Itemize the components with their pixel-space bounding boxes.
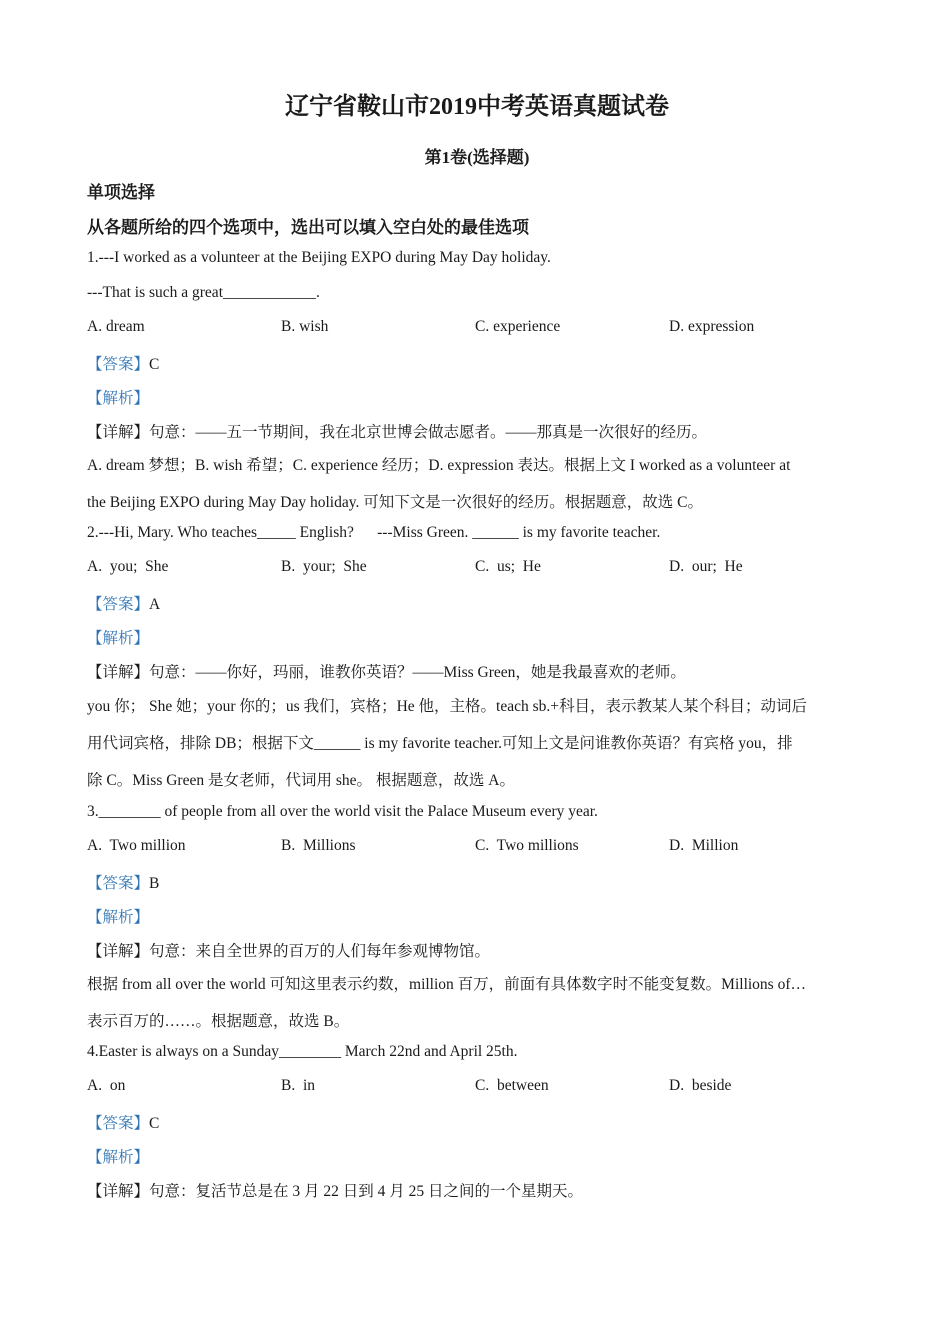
q4-detail-text: 句意：复活节总是在 3 月 22 日到 4 月 25 日之间的一个星期天。	[149, 1183, 584, 1200]
analysis-label: 【解析】	[87, 1149, 150, 1166]
q3-analysis-label	[87, 905, 149, 927]
answer-label: 【答案】	[87, 1115, 150, 1132]
detail-label: 【详解】	[87, 1183, 150, 1200]
q3-detail-text: 句意：来自全世界的百万的人们每年参观博物馆。	[149, 943, 491, 960]
q4-answer-value: C	[149, 1115, 160, 1132]
q4-analysis-label	[87, 1145, 149, 1167]
q1-options	[87, 318, 867, 340]
q4-detail	[87, 1179, 583, 1201]
q1-stem-line-2: ---That is such a great____________.	[87, 284, 320, 301]
analysis-label: 【解析】	[87, 390, 150, 407]
q3-explanation-line-2: 表示百万的……。根据题意，故选 B。	[87, 1013, 350, 1030]
q4-option-d: D. beside	[669, 1077, 732, 1094]
q1-option-c: C. experience	[475, 318, 561, 335]
q2-detail-text: 句意：——你好，玛丽，谁教你英语？——Miss Green，她是我最喜欢的老师。	[149, 664, 686, 681]
q3-answer	[87, 871, 159, 893]
detail-label: 【详解】	[87, 664, 150, 681]
q4-option-a: A. on	[87, 1077, 126, 1094]
q2-option-d: D. our; He	[669, 558, 743, 575]
q3-option-a: A. Two million	[87, 837, 186, 854]
q4-answer	[87, 1111, 159, 1133]
q2-explanation-line-1: you 你； She 她；your 你的；us 我们，宾格；He 他，主格。teach sb.+科目，表示教某人某个科目；动词后	[87, 698, 807, 715]
q1-explanation-line-1: A. dream 梦想；B. wish 希望；C. experience 经历；D. expression 表达。根据上文 I worked as a volunteer at	[87, 457, 791, 474]
section-heading: 单项选择	[87, 183, 155, 202]
q1-option-b: B. wish	[281, 318, 329, 335]
q3-option-d: D. Million	[669, 837, 739, 854]
q2-answer-value: A	[149, 596, 161, 613]
q2-explanation-line-3: 除 C。Miss Green 是女老师，代词用 she。 根据题意，故选 A。	[87, 772, 515, 789]
q3-detail	[87, 939, 490, 961]
q1-answer	[87, 352, 159, 374]
q4-option-c: C. between	[475, 1077, 549, 1094]
q4-stem-line-1: 4.Easter is always on a Sunday________ March 22nd and April 25th.	[87, 1043, 518, 1060]
q1-explanation-line-2: the Beijing EXPO during May Day holiday. 可知下文是一次很好的经历。根据题意，故选 C。	[87, 494, 703, 511]
q3-options	[87, 837, 867, 859]
q1-stem-line-1: 1.---I worked as a volunteer at the Beijing EXPO during May Day holiday.	[87, 249, 551, 266]
q1-answer-value: C	[149, 356, 160, 373]
q3-answer-value: B	[149, 875, 160, 892]
q1-option-a: A. dream	[87, 318, 145, 335]
answer-label: 【答案】	[87, 596, 150, 613]
q1-detail	[87, 420, 707, 442]
detail-label: 【详解】	[87, 424, 150, 441]
q3-stem-line-1: 3.________ of people from all over the world visit the Palace Museum every year.	[87, 803, 598, 820]
q2-explanation-line-2: 用代词宾格，排除 DB；根据下文______ is my favorite teacher.可知上文是问谁教你英语？有宾格 you，排	[87, 735, 793, 752]
q2-option-c: C. us; He	[475, 558, 541, 575]
q2-analysis-label	[87, 626, 149, 648]
page-title: 辽宁省鞍山市2019中考英语真题试卷	[285, 94, 669, 120]
q4-options	[87, 1077, 867, 1099]
analysis-label: 【解析】	[87, 909, 150, 926]
answer-label: 【答案】	[87, 875, 150, 892]
q2-stem-line-1: 2.---Hi, Mary. Who teaches_____ English? ---Miss Green. ______ is my favorite teacher.	[87, 524, 661, 541]
detail-label: 【详解】	[87, 943, 150, 960]
section-instruction: 从各题所给的四个选项中，选出可以填入空白处的最佳选项	[87, 218, 529, 237]
q2-detail	[87, 660, 686, 682]
q2-options	[87, 558, 867, 580]
q2-answer	[87, 592, 160, 614]
q1-option-d: D. expression	[669, 318, 755, 335]
q4-option-b: B. in	[281, 1077, 316, 1094]
q3-option-b: B. Millions	[281, 837, 356, 854]
q1-detail-text: 句意：——五一节期间，我在北京世博会做志愿者。——那真是一次很好的经历。	[149, 424, 708, 441]
analysis-label: 【解析】	[87, 630, 150, 647]
q1-analysis-label	[87, 386, 149, 408]
answer-label: 【答案】	[87, 356, 150, 373]
q3-option-c: C. Two millions	[475, 837, 579, 854]
q3-explanation-line-1: 根据 from all over the world 可知这里表示约数，million 百万，前面有具体数字时不能变复数。Millions of…	[87, 976, 806, 993]
q2-option-b: B. your; She	[281, 558, 367, 575]
page-subtitle: 第1卷(选择题)	[424, 148, 530, 167]
q2-option-a: A. you; She	[87, 558, 169, 575]
